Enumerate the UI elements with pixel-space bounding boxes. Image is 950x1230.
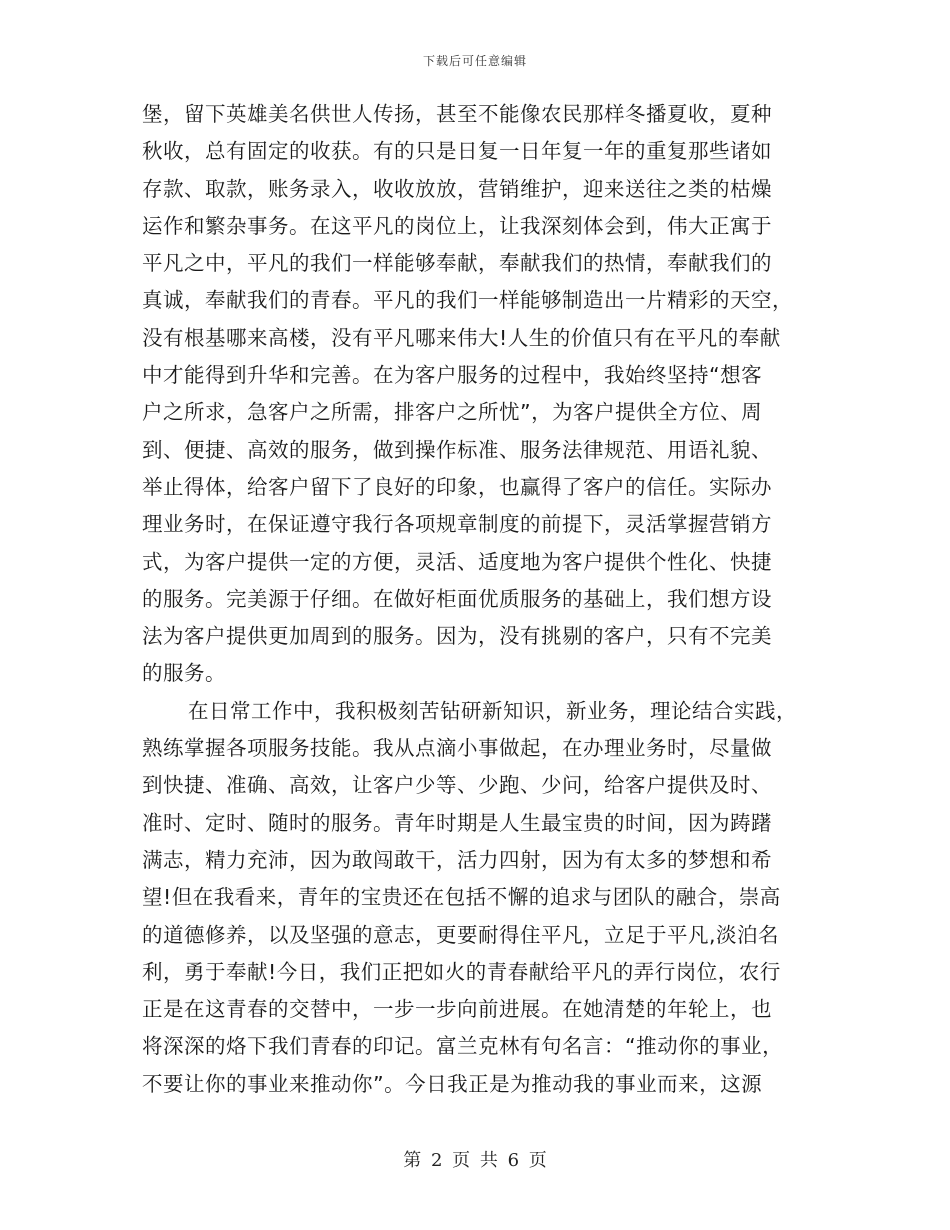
text-line: 堡，留下英雄美名供世人传扬，甚至不能像农民那样冬播夏收，夏种 (142, 102, 772, 126)
paragraph-1 (142, 96, 802, 693)
text-line: 运作和繁杂事务。在这平凡的岗位上，让我深刻体会到，伟大正寓于 (142, 213, 772, 238)
document-body (142, 96, 802, 1103)
text-line: 的道德修养，以及坚强的意志，更要耐得住平凡，立足于平凡,淡泊名 (142, 922, 780, 947)
text-line: 的服务。 (142, 661, 226, 686)
paragraph-2 (142, 693, 802, 1103)
text-line: 存款、取款，账务录入，收收放放，营销维护，迎来送往之类的枯燥 (142, 176, 772, 201)
text-line: 在日常工作中，我积极刻苦钻研新知识，新业务，理论结合实践， (188, 698, 797, 723)
text-line: 利，勇于奉献!今日，我们正把如火的青春献给平凡的弄行岗位，农行 (142, 959, 781, 984)
text-line: 户之所求，急客户之所需，排客户之所忧”，为客户提供全方位、周 (142, 400, 763, 425)
page-number: 第 2 页 共 6 页 (403, 1150, 547, 1171)
text-line: 式，为客户提供一定的方便，灵活、适度地为客户提供个性化、快捷 (142, 549, 772, 574)
text-line: 熟练掌握各项服务技能。我从点滴小事做起，在办理业务时，尽量做 (142, 736, 772, 761)
text-line: 理业务时，在保证遵守我行各项规章制度的前提下，灵活掌握营销方 (142, 512, 772, 537)
text-line: 法为客户提供更加周到的服务。因为，没有挑剔的客户，只有不完美 (142, 624, 772, 649)
text-line: 正是在这青春的交替中，一步一步向前进展。在她清楚的年轮上，也 (142, 997, 772, 1022)
text-line: 到快捷、准确、高效，让客户少等、少跑、少问，给客户提供及时、 (142, 773, 772, 798)
text-line: 到、便捷、高效的服务，做到操作标准、服务法律规范、用语礼貌、 (142, 437, 772, 462)
text-line: 的服务。完美源于仔细。在做好柜面优质服务的基础上，我们想方设 (142, 586, 772, 611)
text-line: 不要让你的事业来推动你”。今日我正是为推动我的事业而来，这源 (142, 1071, 763, 1096)
text-line: 中才能得到升华和完善。在为客户服务的过程中，我始终坚持“想客 (142, 363, 763, 388)
text-line: 举止得体，给客户留下了良好的印象，也赢得了客户的信任。实际办 (142, 474, 772, 499)
text-line: 将深深的烙下我们青春的印记。富兰克林有句名言：“推动你的事业， (142, 1034, 784, 1059)
text-line: 秋收，总有固定的收获。有的只是日复一日年复一年的重复那些诸如 (142, 139, 772, 164)
text-line: 真诚，奉献我们的青春。平凡的我们一样能够制造出一片精彩的天空， (142, 288, 793, 313)
text-line: 平凡之中，平凡的我们一样能够奉献，奉献我们的热情，奉献我们的 (142, 251, 772, 276)
page-header: 下载后可任意编辑 (422, 54, 527, 68)
text-line: 望!但在我看来，青年的宝贵还在包括不懈的追求与团队的融合，崇高 (142, 885, 781, 910)
text-line: 没有根基哪来高楼，没有平凡哪来伟大!人生的价值只有在平凡的奉献 (142, 325, 781, 350)
text-line: 准时、定时、随时的服务。青年时期是人生最宝贵的时间，因为踌躇 (142, 810, 772, 835)
text-line: 满志，精力充沛，因为敢闯敢干，活力四射，因为有太多的梦想和希 (142, 847, 772, 872)
